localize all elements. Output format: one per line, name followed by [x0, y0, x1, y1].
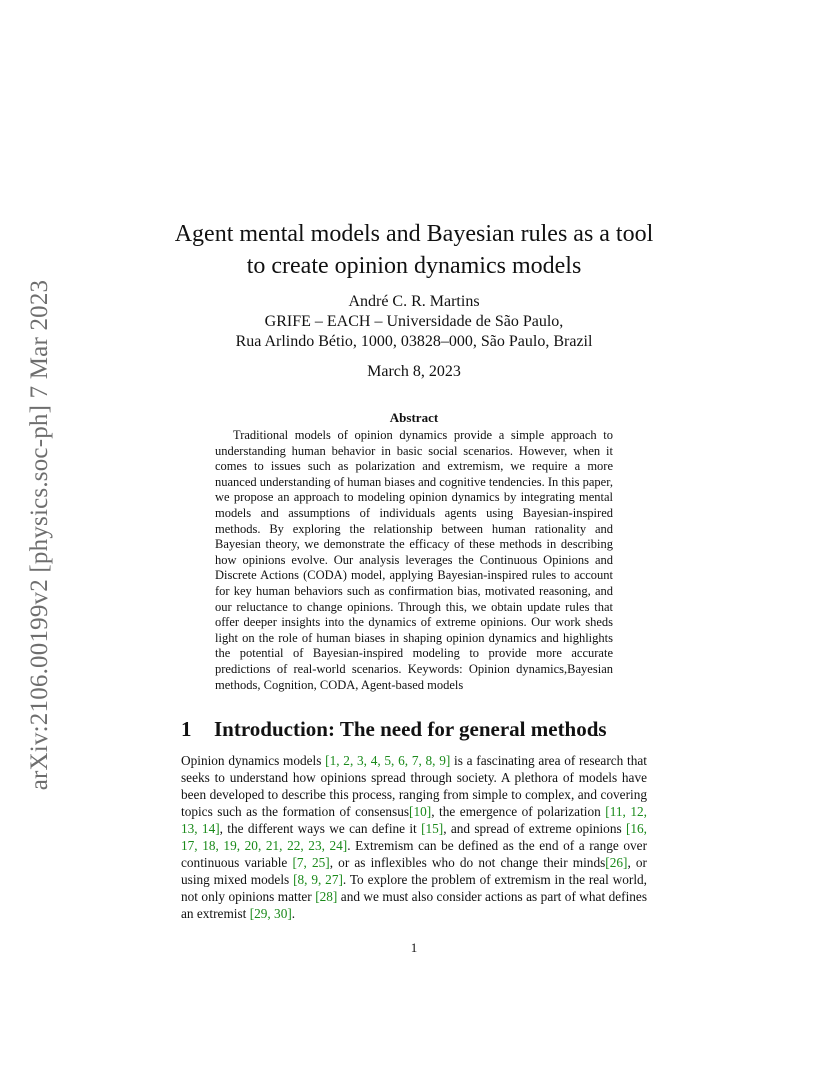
- citation-link[interactable]: [16, 17, 18, 19, 20, 21, 22, 23, 24]: [181, 821, 648, 853]
- intro-text: .: [291, 906, 296, 921]
- arxiv-sidebar-stamp: [20, 255, 60, 815]
- intro-text: , the different ways we can define it: [219, 821, 422, 836]
- publication-date: March 8, 2023: [367, 363, 461, 380]
- abstract-text: Traditional models of opinion dynamics provide a simple approach to understanding human behavior in basic social scenarios. However, when it comes to issues such as polarization and extremism, we require a more nuanced understanding of human biases and cognitive tendencies. In this paper, we propose an approach to modeling opinion dynamics by integrating mental models and assumptions of individuals agents using Bayesian-inspired methods. By exploring the relationship between human rationality and Bayesian theory, we demonstrate the efficacy of these methods in describing how opinions evolve. Our analysis leverages the Continuous Opinions and Discrete Actions (CODA) model, applying Bayesian-inspired rules to account for key human behaviors such as confirmation bias, motivated reasoning, and our reluctance to change opinions. Through this, we obtain update rules that offer deeper insights into the dynamics of extreme opinions. Our work sheds light on the role of human biases in shaping opinion dynamics and highlights the potential of Bayesian-inspired modeling to provide more accurate predictions of real-world scenarios. Keywords: Opinion dynamics,Bayesian methods, Cognition, CODA, Agent-based models: [215, 428, 613, 692]
- paper-title-line-1: Agent mental models and Bayesian rules as a tool: [174, 221, 654, 247]
- citation-link[interactable]: [15]: [421, 821, 444, 836]
- citation-link[interactable]: [11, 12, 13, 14]: [181, 804, 647, 836]
- page-number: 1: [410, 940, 418, 955]
- intro-text: Opinion dynamics models: [181, 753, 326, 768]
- paper-title: [150, 218, 678, 282]
- intro-text: and we must also consider actions as part of what defines an extremist: [181, 889, 648, 921]
- citation-link[interactable]: [29, 30]: [249, 906, 292, 921]
- author-address: Rua Arlindo Bétio, 1000, 03828–000, São Paulo, Brazil: [235, 333, 593, 350]
- section-title-text: Introduction: The need for general methods: [214, 717, 607, 741]
- intro-text: . Extremism can be defined as the end of a range over continuous variable: [181, 838, 647, 870]
- section-number: 1: [181, 717, 192, 741]
- intro-text: . To explore the problem of extremism in the real world, not only opinions matter: [181, 872, 647, 904]
- paper-title-line-2: to create opinion dynamics models: [246, 253, 582, 279]
- intro-text: , and spread of extreme opinions: [443, 821, 626, 836]
- section-heading: [181, 716, 607, 742]
- citation-link[interactable]: [26]: [605, 855, 628, 870]
- intro-text: is a fascinating area of research that seeks to understand how opinions spread through society. A plethora of models have been developed to describe this process, ranging from simple to complex, and covering topics such as the formation of consensus: [181, 753, 647, 819]
- introduction-paragraph: [181, 752, 647, 922]
- citation-link[interactable]: [10]: [409, 804, 432, 819]
- author-affiliation: GRIFE – EACH – Universidade de São Paulo,: [264, 313, 564, 330]
- citation-link[interactable]: [8, 9, 27]: [293, 872, 343, 887]
- citation-link[interactable]: [1, 2, 3, 4, 5, 6, 7, 8, 9]: [325, 753, 451, 768]
- abstract-heading: Abstract: [389, 410, 439, 425]
- arxiv-identifier: arXiv:2106.00199v2 [physics.soc-ph] 7 Mar 2023: [26, 279, 53, 791]
- citation-link[interactable]: [7, 25]: [292, 855, 330, 870]
- author-block: [150, 292, 678, 352]
- citation-link[interactable]: [28]: [315, 889, 338, 904]
- intro-text: , or using mixed models: [181, 855, 647, 887]
- intro-text: , the emergence of polarization: [431, 804, 606, 819]
- intro-text: , or as inflexibles who do not change their minds: [329, 855, 606, 870]
- author-name: André C. R. Martins: [348, 293, 480, 310]
